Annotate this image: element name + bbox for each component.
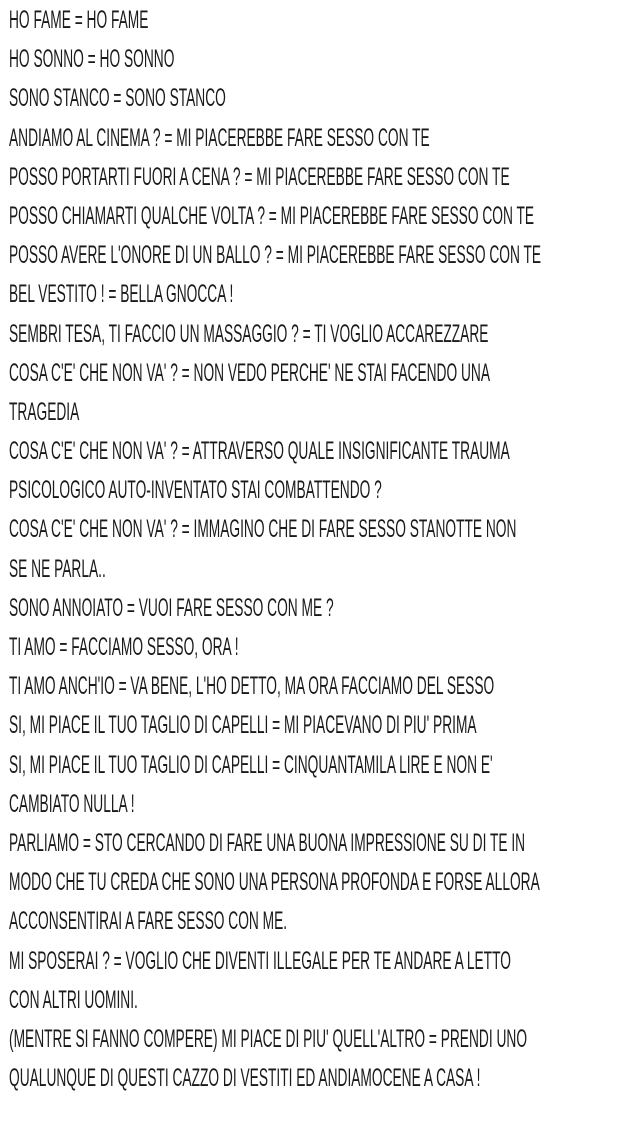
- text-line: CON ALTRI UOMINI.: [9, 985, 138, 1014]
- text-line: POSSO PORTARTI FUORI A CENA ? = MI PIACEREBBE FARE SESSO CON TE: [9, 162, 510, 191]
- text-line: ACCONSENTIRAI A FARE SESSO CON ME.: [9, 907, 288, 936]
- text-line: SONO STANCO = SONO STANCO: [9, 84, 226, 113]
- text-line: HO SONNO = HO SONNO: [9, 45, 175, 74]
- text-line: SE NE PARLA..: [9, 554, 106, 583]
- text-line: TI AMO = FACCIAMO SESSO, ORA !: [9, 633, 239, 661]
- text-line: TRAGEDIA: [9, 397, 80, 426]
- text-line: SI, MI PIACE IL TUO TAGLIO DI CAPELLI = MI PIACEVANO DI PIU' PRIMA: [9, 711, 477, 740]
- text-line: CAMBIATO NULLA !: [9, 789, 135, 818]
- text-line: HO FAME = HO FAME: [9, 6, 149, 34]
- text-line: COSA C'E' CHE NON VA' ? = ATTRAVERSO QUALE INSIGNIFICANTE TRAUMA: [9, 437, 510, 466]
- document-text: [9, 5, 624, 1102]
- text-line: POSSO AVERE L'ONORE DI UN BALLO ? = MI PIACEREBBE FARE SESSO CON TE: [9, 241, 542, 270]
- text-line: SI, MI PIACE IL TUO TAGLIO DI CAPELLI = CINQUANTAMILA LIRE E NON E': [9, 750, 493, 779]
- text-line: (MENTRE SI FANNO COMPERE) MI PIACE DI PIU' QUELL'ALTRO = PRENDI UNO: [9, 1024, 528, 1053]
- text-line: ANDIAMO AL CINEMA ? = MI PIACEREBBE FARE SESSO CON TE: [9, 123, 430, 152]
- text-line: SONO ANNOIATO = VUOI FARE SESSO CON ME ?: [9, 593, 334, 622]
- text-line: SEMBRI TESA, TI FACCIO UN MASSAGGIO ? = TI VOGLIO ACCAREZZARE: [9, 319, 489, 348]
- text-line: MI SPOSERAI ? = VOGLIO CHE DIVENTI ILLEGALE PER TE ANDARE A LETTO: [9, 946, 511, 975]
- text-line: PSICOLOGICO AUTO-INVENTATO STAI COMBATTENDO ?: [9, 476, 382, 505]
- text-line: MODO CHE TU CREDA CHE SONO UNA PERSONA PROFONDA E FORSE ALLORA: [9, 868, 540, 897]
- text-line: TI AMO ANCH'IO = VA BENE, L'HO DETTO, MA ORA FACCIAMO DEL SESSO: [9, 672, 495, 701]
- text-line: PARLIAMO = STO CERCANDO DI FARE UNA BUONA IMPRESSIONE SU DI TE IN: [9, 828, 526, 857]
- text-line: BEL VESTITO ! = BELLA GNOCCA !: [9, 280, 234, 309]
- text-line: COSA C'E' CHE NON VA' ? = IMMAGINO CHE DI FARE SESSO STANOTTE NON: [9, 515, 517, 544]
- text-line: COSA C'E' CHE NON VA' ? = NON VEDO PERCHE' NE STAI FACENDO UNA: [9, 358, 491, 387]
- text-line: POSSO CHIAMARTI QUALCHE VOLTA ? = MI PIACEREBBE FARE SESSO CON TE: [9, 201, 535, 230]
- text-line: QUALUNQUE DI QUESTI CAZZO DI VESTITI ED ANDIAMOCENE A CASA !: [9, 1064, 481, 1093]
